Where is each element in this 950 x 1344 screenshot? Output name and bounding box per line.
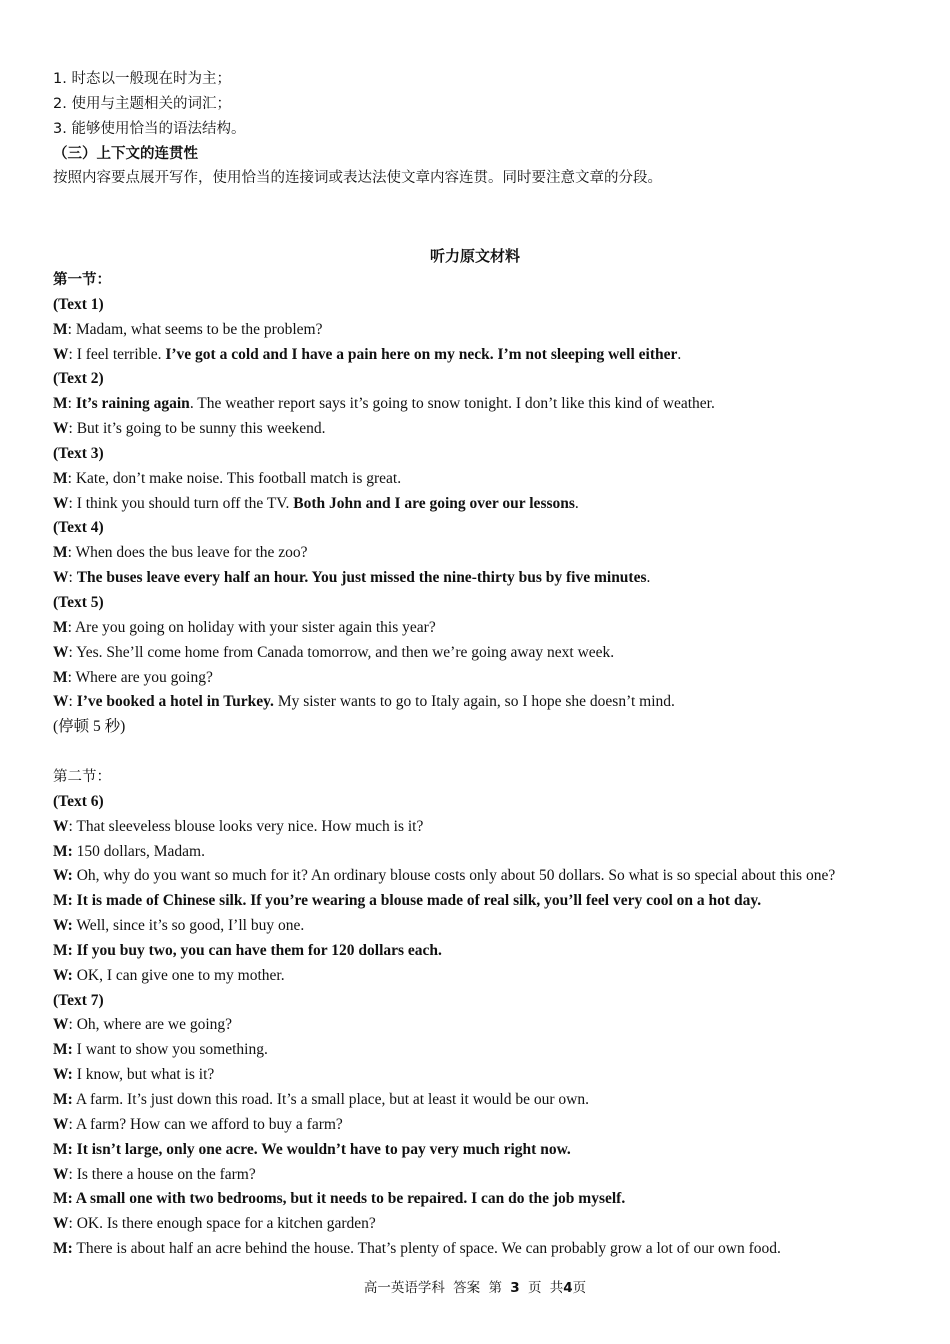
line-end: . <box>574 494 579 512</box>
dialog-line <box>53 467 933 492</box>
dialog-line <box>53 1088 933 1113</box>
separator: : <box>67 544 76 562</box>
line-text: But it’s going to be sunny this weekend. <box>76 420 326 438</box>
separator: : <box>68 494 77 512</box>
coherence-text: 按照内容要点展开写作，使用恰当的连接词或表达法使文章内容连贯。同时要注意文章的分段。 <box>53 170 662 187</box>
dialog-line <box>53 1038 933 1063</box>
line-text: OK, I can give one to my mother. <box>76 966 285 984</box>
section-1-lines <box>53 293 933 740</box>
line-text: Yes. She’ll come home from Canada tomorrow, and then we’re going away next week. <box>76 643 615 661</box>
line-text: That sleeveless blouse looks very nice. How much is it? <box>76 817 424 835</box>
separator: : <box>68 1215 77 1233</box>
dialog-line <box>53 1237 933 1262</box>
speaker-label: M <box>53 469 68 487</box>
line-text: Is there a house on the farm? <box>76 1165 256 1183</box>
dialog-line-key: M: If you buy two, you can have them for 120 dollars each. <box>53 941 442 959</box>
text-label: (Text 1) <box>53 295 104 313</box>
speaker-label: M <box>53 320 68 338</box>
coherence-heading: （三）上下文的连贯性 <box>53 145 198 162</box>
section-2-heading: 第二节： <box>53 769 111 785</box>
speaker-label: W <box>53 420 69 438</box>
separator: : <box>67 668 76 686</box>
line-text: Where are you going? <box>75 668 213 686</box>
speaker-label: M <box>53 618 68 636</box>
speaker-label: M: <box>53 1240 73 1258</box>
line-text: I think you should turn off the TV. <box>76 494 294 512</box>
dialog-line <box>53 1163 933 1188</box>
line-text: A farm. It’s just down this road. It’s a small place, but at least it would be our own. <box>75 1090 589 1108</box>
line-text: There is about half an acre behind the house. That’s plenty of space. We can probably grow a lot of our own food. <box>76 1240 781 1258</box>
dialog-line <box>53 417 933 442</box>
requirements-list <box>53 67 933 191</box>
footer-page-number: 3 <box>510 1280 520 1296</box>
separator: : <box>67 320 76 338</box>
speaker-label: W: <box>53 966 73 984</box>
speaker-label: M: <box>53 842 73 860</box>
separator: : <box>68 420 77 438</box>
line-text: I want to show you something. <box>76 1041 268 1059</box>
dialog-line <box>53 392 933 417</box>
speaker-label: M <box>53 544 68 562</box>
footer-subject: 高一英语学科 <box>363 1280 445 1296</box>
dialog-line <box>53 318 933 343</box>
separator: : <box>68 693 77 711</box>
text-label: (Text 6) <box>53 792 104 810</box>
speaker-label: W <box>53 1165 69 1183</box>
speaker-label: M <box>53 668 68 686</box>
separator: : <box>68 1016 77 1034</box>
dialog-line <box>53 914 933 939</box>
line-end: . <box>677 345 682 363</box>
speaker-label: W <box>53 1215 69 1233</box>
key-phrase: Both John and I are going over our lessons <box>293 494 575 512</box>
section-1-heading: 第一节： <box>53 272 111 288</box>
dialog-line <box>53 641 933 666</box>
line-end: . <box>646 569 651 587</box>
line-text: When does the bus leave for the zoo? <box>75 544 308 562</box>
footer-total: 共4页 <box>549 1280 587 1296</box>
requirement-1: 1. 时态以一般现在时为主； <box>53 71 231 87</box>
speaker-label: W <box>53 1016 69 1034</box>
separator: : <box>68 643 77 661</box>
dialog-line <box>53 1013 933 1038</box>
speaker-label: W: <box>53 917 73 935</box>
speaker-label: M: <box>53 1041 73 1059</box>
line-text: OK. Is there enough space for a kitchen garden? <box>76 1215 376 1233</box>
dialog-line <box>53 492 933 517</box>
listening-title: 听力原文材料 <box>429 247 520 265</box>
line-text: Oh, why do you want so much for it? An ordinary blouse costs only about 50 dollars. So what is so special about this one? <box>76 867 836 885</box>
line-text: Are you going on holiday with your sister again this year? <box>74 618 436 636</box>
dialog-line <box>53 964 933 989</box>
line-text: 150 dollars, Madam. <box>76 842 205 860</box>
line-text: Kate, don’t make noise. This football match is great. <box>75 469 402 487</box>
dialog-line <box>53 666 933 691</box>
text-label: (Text 2) <box>53 370 104 388</box>
speaker-label: W <box>53 643 69 661</box>
dialog-line <box>53 566 933 591</box>
line-text: Well, since it’s so good, I’ll buy one. <box>76 917 305 935</box>
line-text: I feel terrible. <box>76 345 166 363</box>
dialog-line <box>53 1212 933 1237</box>
dialog-line <box>53 343 933 368</box>
dialog-line <box>53 616 933 641</box>
speaker-label: W: <box>53 1066 73 1084</box>
speaker-label: M: <box>53 1090 73 1108</box>
dialog-line-key: M: It isn’t large, only one acre. We wouldn’t have to pay very much right now. <box>53 1140 571 1158</box>
speaker-label: M <box>53 395 68 413</box>
speaker-label: W <box>53 1115 69 1133</box>
dialog-line-key: M: A small one with two bedrooms, but it needs to be repaired. I can do the job myself. <box>53 1190 626 1208</box>
separator: : <box>68 1165 77 1183</box>
line-text: Oh, where are we going? <box>76 1016 233 1034</box>
separator: : <box>67 395 76 413</box>
requirement-3: 3. 能够使用恰当的语法结构。 <box>53 120 246 137</box>
dialog-line <box>53 815 933 840</box>
section-1 <box>53 268 933 740</box>
speaker-label: W <box>53 569 69 587</box>
text-label: (Text 5) <box>53 593 104 611</box>
speaker-label: W <box>53 345 69 363</box>
separator: : <box>68 569 77 587</box>
separator: : <box>67 469 76 487</box>
section-2 <box>53 765 933 1262</box>
footer-total-number: 4 <box>563 1280 573 1296</box>
speaker-label: W <box>53 693 69 711</box>
line-text: Madam, what seems to be the problem? <box>75 320 323 338</box>
separator: : <box>68 345 77 363</box>
text-label: (Text 3) <box>53 444 104 462</box>
dialog-line-key: M: It is made of Chinese silk. If you’re wearing a blouse made of real silk, you’ll feel very cool on a hot day. <box>53 892 762 910</box>
speaker-label: W <box>53 494 69 512</box>
line-text: . The weather report says it’s going to snow tonight. I don’t like this kind of weather. <box>189 395 715 413</box>
page-footer <box>0 1277 950 1299</box>
footer-di: 第 <box>488 1280 502 1296</box>
key-phrase: I’ve got a cold and I have a pain here on my neck. I’m not sleeping well either <box>165 345 678 363</box>
dialog-line <box>53 541 933 566</box>
key-phrase: It’s raining again <box>75 395 190 413</box>
line-text: My sister wants to go to Italy again, so I hope she doesn’t mind. <box>273 693 675 711</box>
pause-note: (停顿 5 秒) <box>53 718 126 736</box>
speaker-label: W <box>53 817 69 835</box>
dialog-line <box>53 864 933 889</box>
text-label: (Text 4) <box>53 519 104 537</box>
key-phrase: The buses leave every half an hour. You just missed the nine-thirty bus by five minutes <box>76 569 647 587</box>
speaker-label: W: <box>53 867 73 885</box>
key-phrase: I’ve booked a hotel in Turkey. <box>76 693 274 711</box>
line-text: A farm? How can we afford to buy a farm? <box>75 1115 343 1133</box>
footer-ye: 页 <box>527 1280 542 1296</box>
dialog-line <box>53 840 933 865</box>
separator: : <box>68 817 77 835</box>
dialog-line <box>53 690 933 715</box>
separator: : <box>68 1115 76 1133</box>
section-2-lines <box>53 790 933 1262</box>
text-label: (Text 7) <box>53 991 104 1009</box>
dialog-line <box>53 1113 933 1138</box>
separator: : <box>67 618 75 636</box>
requirement-2: 2. 使用与主题相关的词汇； <box>53 95 231 112</box>
footer-answer: 答案 <box>453 1280 481 1296</box>
dialog-line <box>53 1063 933 1088</box>
line-text: I know, but what is it? <box>76 1066 215 1084</box>
